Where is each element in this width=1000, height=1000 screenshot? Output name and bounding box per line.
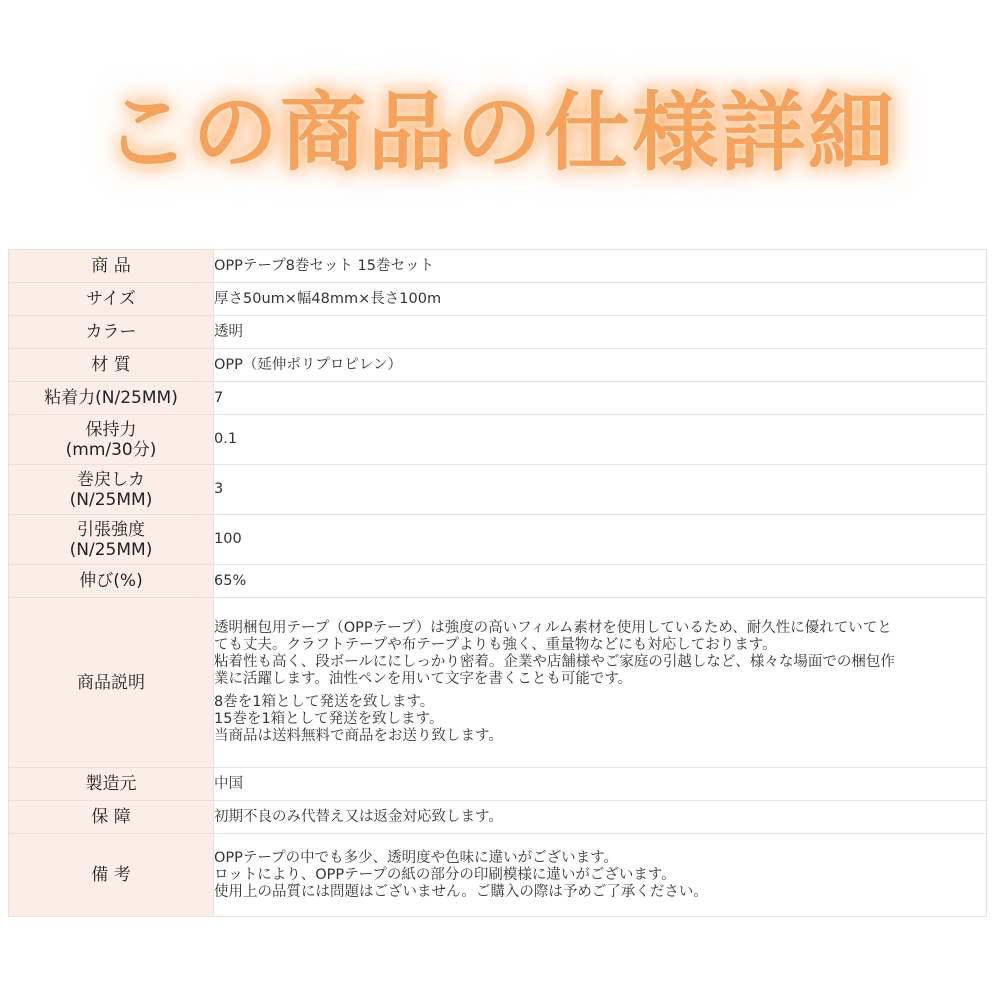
spec-row-tensile-strength: [9, 515, 987, 565]
spec-value: [214, 801, 987, 834]
spec-label-line: 伸び(%): [79, 571, 143, 591]
spec-label: [9, 283, 214, 316]
spec-row-description: [9, 598, 987, 768]
spec-value: [214, 834, 987, 917]
spec-value-line: ても丈夫。クラフトテープや布テープよりも強く、重量物などにも対応しております。: [214, 637, 777, 653]
spec-value-line: 8巻を1箱として発送を致します。: [214, 694, 435, 710]
spec-label: [9, 565, 214, 598]
spec-value: [214, 598, 987, 768]
spec-row-color: [9, 316, 987, 349]
spec-label: [9, 834, 214, 917]
spec-value-paragraph: [214, 324, 986, 341]
spec-value-line: 7: [214, 389, 224, 406]
spec-row-warranty: [9, 801, 987, 834]
spec-label-line: 粘着力(N/25MM): [44, 388, 178, 408]
spec-label-line: 保持力: [85, 419, 137, 440]
spec-label-line: 製造元: [85, 774, 137, 794]
spec-row-holding-power: [9, 415, 987, 465]
spec-label-line: 備 考: [91, 865, 131, 885]
spec-label-line: (N/25MM): [69, 539, 153, 560]
spec-row-material: [9, 349, 987, 382]
spec-value-line: 中国: [214, 775, 243, 792]
spec-value-line: 当商品は送料無料で商品をお送り致します。: [214, 728, 503, 744]
spec-table: [8, 249, 987, 917]
spec-value-line: 厚さ50um×幅48mm×長さ100m: [214, 290, 442, 307]
spec-label-line: 引張強度: [77, 519, 145, 540]
hero-banner: [0, 60, 1000, 190]
spec-value-paragraph: [214, 850, 986, 901]
spec-value: [214, 768, 987, 801]
spec-value-line: 100: [214, 531, 242, 547]
spec-row-size: [9, 283, 987, 316]
spec-row-unwind-force: [9, 465, 987, 515]
spec-row-product: [9, 250, 987, 283]
spec-label: [9, 316, 214, 349]
spec-label: [9, 415, 214, 465]
spec-label-line: 商品説明: [77, 672, 145, 693]
spec-row-adhesion: [9, 382, 987, 415]
spec-value-paragraph: [214, 390, 986, 407]
spec-label-line: 巻戻しカ: [77, 469, 145, 490]
page-title: この商品の仕様詳細: [104, 83, 896, 183]
spec-value-line: 透明梱包用テープ（OPPテープ）は強度の高いフィルム素材を使用しているため、耐久性に優れていてと: [214, 620, 892, 636]
spec-label: [9, 768, 214, 801]
spec-row-manufacturer: [9, 768, 987, 801]
spec-value-line: 0.1: [214, 431, 238, 447]
spec-label: [9, 250, 214, 283]
spec-label-line: カラー: [85, 322, 137, 342]
spec-value-line: 15巻を1箱として発送を致します。: [214, 711, 444, 727]
spec-value-line: ロットにより、OPPテープの紙の部分の印刷模様に違いがございます。: [214, 866, 676, 883]
spec-row-elongation: [9, 565, 987, 598]
spec-value-line: 3: [214, 481, 224, 497]
spec-label: [9, 465, 214, 515]
spec-value-line: 透明: [214, 323, 243, 340]
spec-label: [9, 349, 214, 382]
spec-value-line: 業に活躍します。油性ペンを用いて文字を書くことも可能です。: [214, 671, 633, 687]
spec-label-line: サイズ: [86, 289, 136, 309]
spec-value-line: OPPテープ8巻セット 15巻セット: [214, 257, 434, 274]
spec-label: [9, 515, 214, 565]
spec-value-line: 粘着性も高く、段ボールににしっかり密着。企業や店舗様やご家庭の引越しなど、様々な場面での梱包作: [214, 654, 895, 670]
spec-label: [9, 382, 214, 415]
spec-label: [9, 801, 214, 834]
spec-label-line: 保 障: [91, 807, 131, 827]
spec-value: [214, 316, 987, 349]
spec-label-line: (N/25MM): [69, 489, 153, 510]
spec-value-line: 65%: [214, 572, 247, 589]
spec-table-body: [9, 250, 987, 917]
spec-value-line: OPPテープの中でも多少、透明度や色味に違いがございます。: [214, 849, 619, 866]
spec-value-line: OPP（延伸ポリプロピレン）: [214, 356, 403, 373]
spec-value-paragraph: [214, 776, 986, 793]
spec-value: [214, 565, 987, 598]
spec-label: [9, 598, 214, 768]
spec-value-paragraph: [214, 357, 986, 374]
spec-value-paragraph: [214, 481, 986, 498]
spec-value: [214, 515, 987, 565]
spec-value-paragraph: [214, 620, 986, 688]
spec-label-line: 材 質: [91, 355, 131, 375]
spec-value-paragraph: [214, 573, 986, 590]
spec-value-paragraph: [214, 431, 986, 448]
spec-value-line: 使用上の品質には問題はございません。ご購入の際は予めご了承ください。: [214, 883, 708, 900]
spec-value: [214, 382, 987, 415]
spec-value-paragraph: [214, 258, 986, 275]
spec-value-paragraph: [214, 291, 986, 308]
spec-value: [214, 250, 987, 283]
spec-label-line: (mm/30分): [65, 439, 157, 460]
spec-label-line: 商 品: [91, 256, 131, 276]
spec-row-remarks: [9, 834, 987, 917]
spec-value: [214, 415, 987, 465]
spec-value-paragraph: [214, 531, 986, 548]
spec-value-paragraph: [214, 809, 986, 826]
spec-value-paragraph: [214, 694, 986, 745]
spec-value: [214, 349, 987, 382]
spec-value: [214, 465, 987, 515]
spec-value: [214, 283, 987, 316]
spec-value-line: 初期不良のみ代替え又は返金対応致します。: [214, 808, 503, 825]
